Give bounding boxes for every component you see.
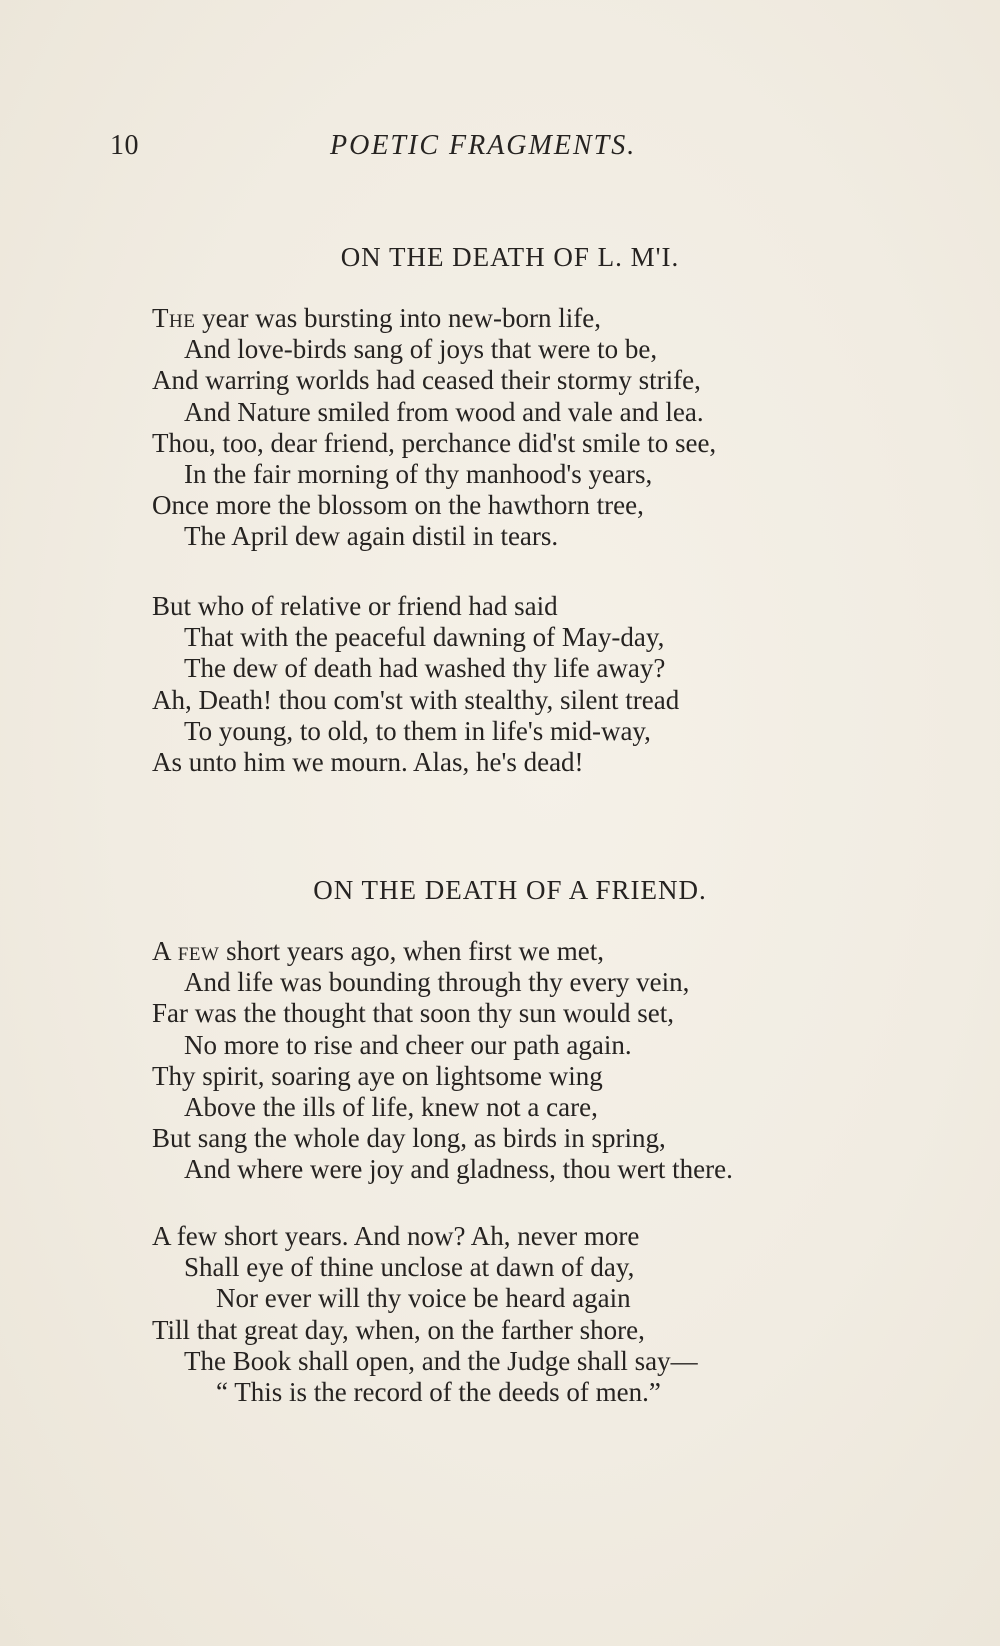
- verse-line: Nor ever will thy voice be heard again: [216, 1283, 631, 1314]
- verse-line: Above the ills of life, knew not a care,: [184, 1092, 598, 1123]
- poem-title-death-of-a-friend: ON THE DEATH OF A FRIEND.: [313, 875, 707, 905]
- verse-line: The Book shall open, and the Judge shall say—: [184, 1345, 698, 1376]
- poem-2-stanza-2: [152, 1221, 932, 1408]
- verse-line: A few short years. And now? Ah, never more: [152, 1221, 640, 1251]
- poem-1-stanza-1: [152, 303, 932, 553]
- drop-word: A few: [152, 936, 220, 966]
- poem-title-death-of-lmi: ON THE DEATH OF L. M'I.: [340, 242, 680, 272]
- verse-line: In the fair morning of thy manhood's years,: [184, 459, 653, 490]
- verse-line: “ This is the record of the deeds of men.”: [216, 1377, 661, 1408]
- verse-line: Ah, Death! thou com'st with stealthy, silent tread: [152, 684, 680, 715]
- verse-line: The dew of death had washed thy life away?: [184, 653, 666, 684]
- verse-line-rest: year was bursting into new-born life,: [195, 303, 601, 333]
- verse-line: Shall eye of thine unclose at dawn of day,: [184, 1252, 635, 1283]
- verse-line-rest: short years ago, when first we met,: [219, 936, 605, 966]
- running-title: POETIC FRAGMENTS.: [330, 130, 637, 161]
- page-number: 10: [110, 130, 139, 161]
- verse-line: And warring worlds had ceased their stormy strife,: [152, 365, 701, 396]
- verse-line: Once more the blossom on the hawthorn tree,: [152, 490, 644, 521]
- verse-line: But who of relative or friend had said: [152, 591, 558, 621]
- verse-line: But sang the whole day long, as birds in spring,: [152, 1123, 666, 1154]
- poem-1-stanza-2: [152, 591, 932, 778]
- verse-line: No more to rise and cheer our path again.: [184, 1029, 632, 1060]
- verse-line: The April dew again distil in tears.: [184, 521, 559, 552]
- verse-line: And life was bounding through thy every vein,: [184, 967, 690, 998]
- verse-line: And where were joy and gladness, thou wert there.: [184, 1154, 733, 1185]
- poem-2-stanza-1: [152, 936, 932, 1186]
- verse-line: [152, 936, 932, 967]
- verse-line: [152, 303, 932, 334]
- verse-line: To young, to old, to them in life's mid-way,: [184, 715, 651, 746]
- verse-line: As unto him we mourn. Alas, he's dead!: [152, 747, 584, 778]
- verse-line: And Nature smiled from wood and vale and lea.: [184, 396, 704, 427]
- verse-line: And love-birds sang of joys that were to be,: [184, 334, 658, 365]
- verse-line: Far was the thought that soon thy sun would set,: [152, 998, 674, 1029]
- verse-line: Thy spirit, soaring aye on lightsome wing: [152, 1060, 603, 1091]
- verse-line: Till that great day, when, on the farther shore,: [152, 1314, 645, 1345]
- verse-line: Thou, too, dear friend, perchance did'st smile to see,: [152, 427, 717, 458]
- drop-word: The: [152, 303, 196, 333]
- verse-line: That with the peaceful dawning of May-day,: [184, 622, 665, 653]
